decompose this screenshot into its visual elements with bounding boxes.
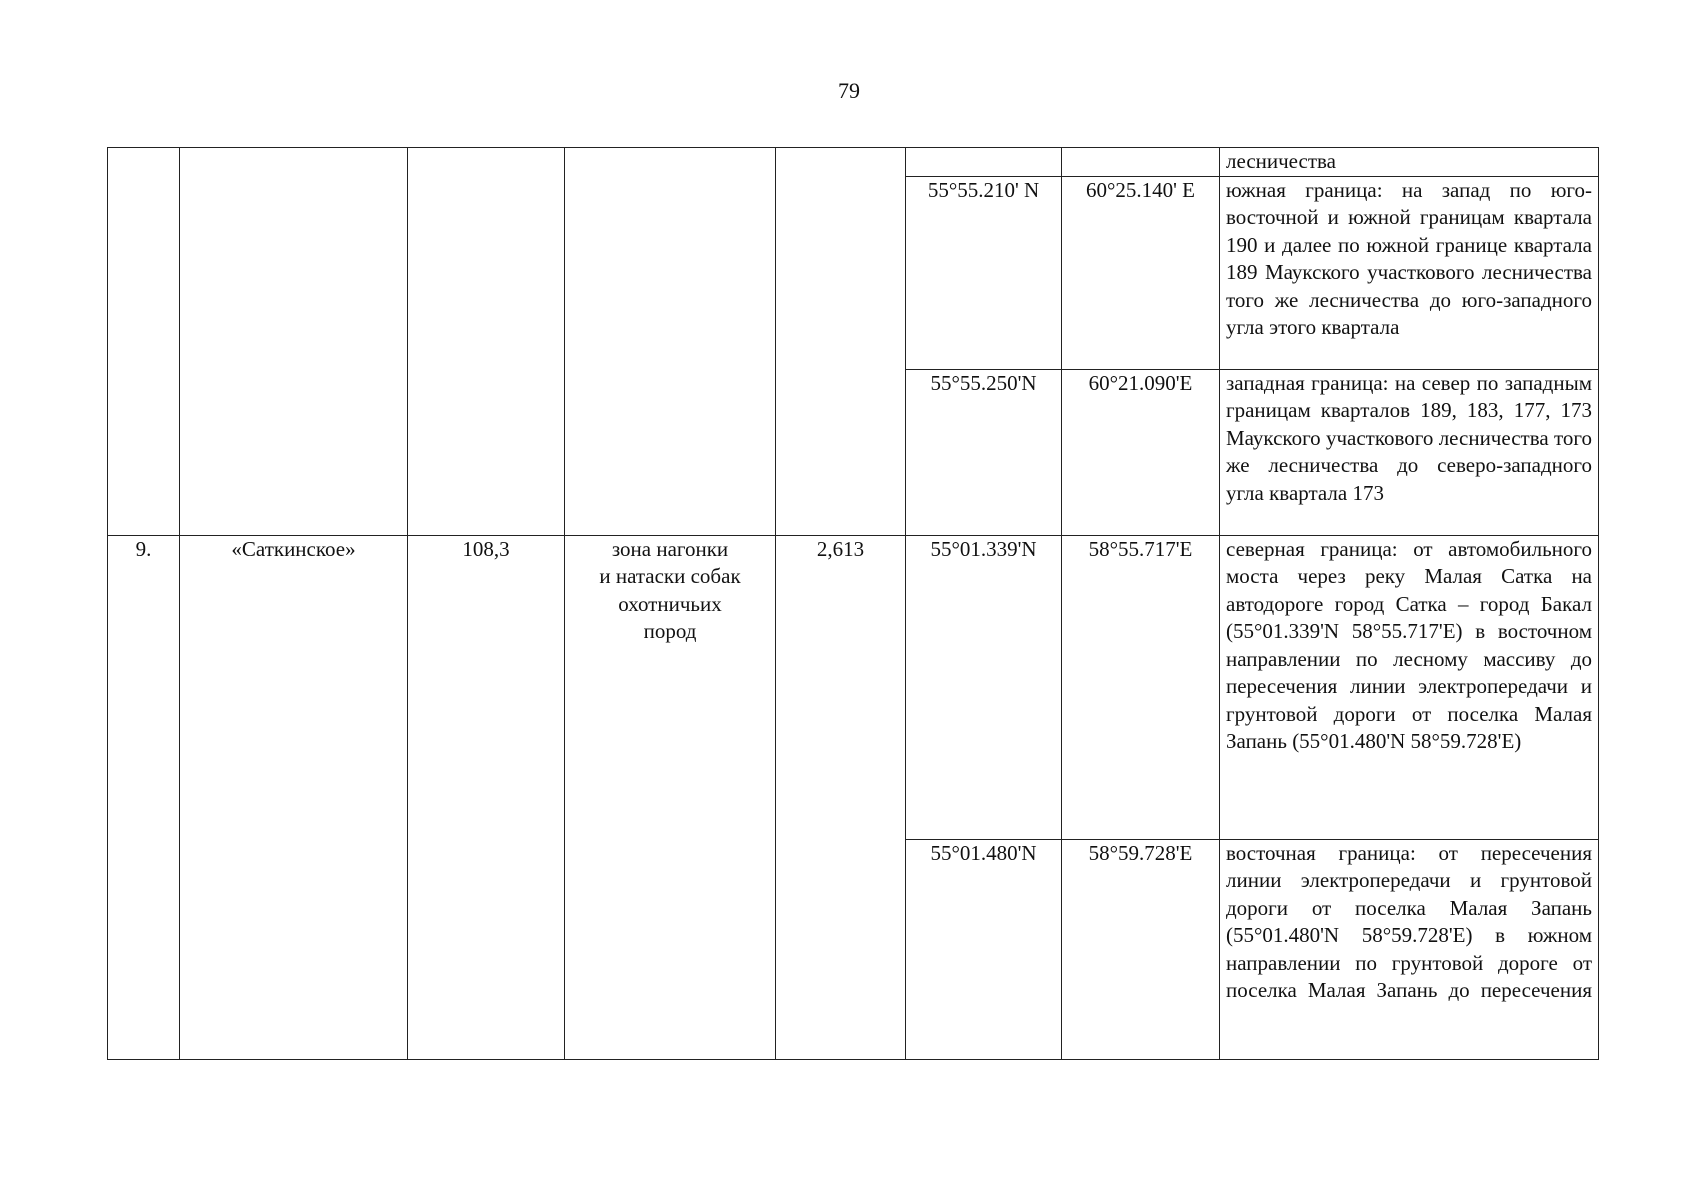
table-row [108, 148, 1599, 177]
boundary-description-cell: восточная граница: от пересечения линии электропередачи и грунтовой дороги от поселка Малая Запань (55°01.480'N 58°59.728'E) в южном направлении по грунтовой дороге от поселка Малая Запань до пересечения [1220, 839, 1599, 1059]
boundary-table [107, 147, 1599, 1060]
latitude-cell: 55°01.480'N [906, 839, 1062, 1059]
latitude-cell: 55°55.250'N [906, 369, 1062, 535]
zone-line: и натаски собак [599, 564, 741, 588]
boundary-description-cell: лесничества [1220, 148, 1599, 177]
row-number-cell: 9. [108, 535, 180, 1059]
area-cell [408, 148, 565, 536]
boundary-description-cell: южная граница: на запад по юго-восточной и южной границам квартала 190 и далее по южной границе квартала 189 Маукского участкового лесничества того же лесничества до юго-западного угла этого квартала [1220, 176, 1599, 369]
latitude-cell: 55°55.210' N [906, 176, 1062, 369]
zone-cell [565, 535, 776, 1059]
name-cell: «Саткинское» [180, 535, 408, 1059]
page-number: 79 [838, 78, 860, 103]
longitude-cell: 60°21.090'E [1062, 369, 1220, 535]
zone-line: зона нагонки [611, 536, 729, 561]
zone-line: пород [643, 619, 697, 643]
name-cell [180, 148, 408, 536]
boundary-description-cell: западная граница: на север по западным границам кварталов 189, 183, 177, 173 Маукского участкового лесничества того же лесничества до северо-западного угла квартала 173 [1220, 369, 1599, 535]
longitude-cell: 60°25.140' E [1062, 176, 1220, 369]
longitude-cell: 58°59.728'E [1062, 839, 1220, 1059]
table-row [108, 535, 1599, 839]
longitude-cell [1062, 148, 1220, 177]
latitude-cell [906, 148, 1062, 177]
boundary-description-cell: северная граница: от автомобильного моста через реку Малая Сатка на автодороге город Сатка – город Бакал (55°01.339'N 58°55.717'E) в восточном направлении по лесному массиву до пересечения линии электропередачи и грунтовой дороги от поселка Малая Запань (55°01.480'N 58°59.728'E) [1220, 535, 1599, 839]
longitude-cell: 58°55.717'E [1062, 535, 1220, 839]
zone-line: охотничьих [618, 591, 722, 616]
zone-cell [565, 148, 776, 536]
row-number-cell [108, 148, 180, 536]
zone-area-cell: 2,613 [776, 535, 906, 1059]
zone-area-cell [776, 148, 906, 536]
area-cell: 108,3 [408, 535, 565, 1059]
latitude-cell: 55°01.339'N [906, 535, 1062, 839]
